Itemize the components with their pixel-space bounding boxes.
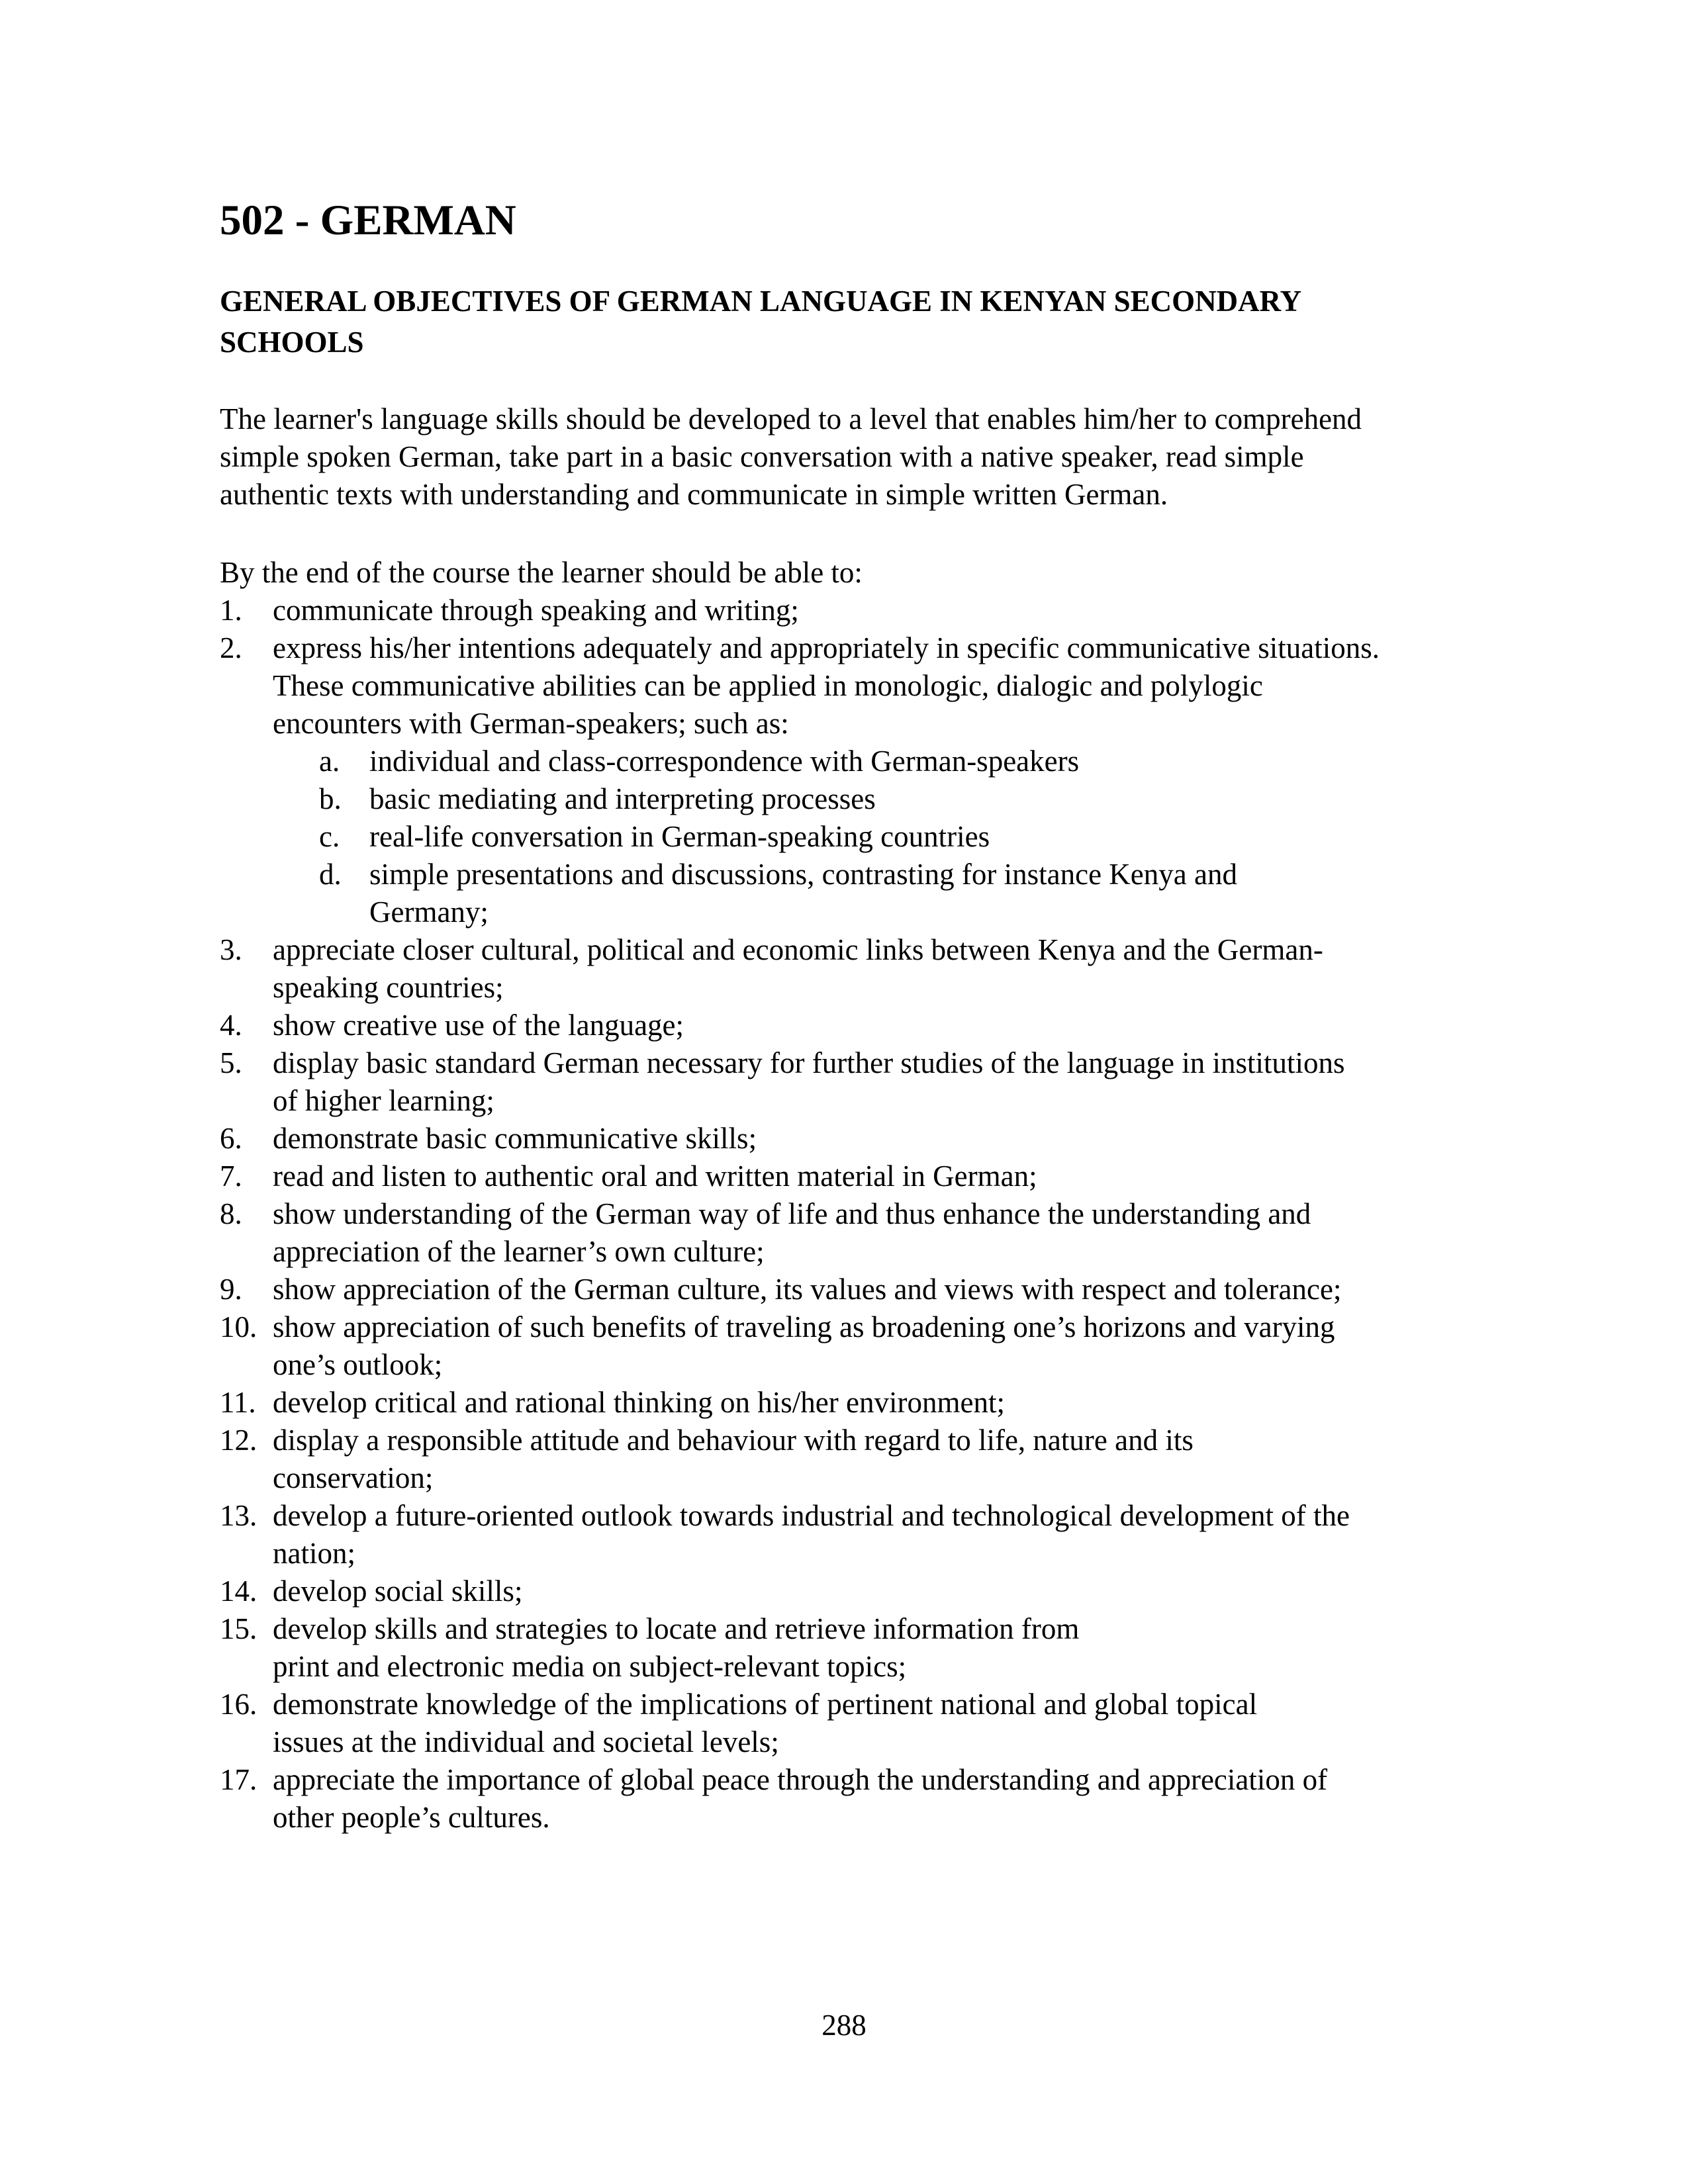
objective-number: 6.	[220, 1122, 242, 1155]
objective-line: develop skills and strategies to locate and retrieve information from	[273, 1612, 1080, 1645]
objective-item	[220, 1158, 1508, 1195]
objective-line: display basic standard German necessary for further studies of the language in institutions	[273, 1046, 1345, 1079]
objective-line: display a responsible attitude and behaviour with regard to life, nature and its	[273, 1424, 1194, 1457]
lead-in-line: By the end of the course the learner should be able to:	[220, 556, 863, 589]
objective-line: communicate through speaking and writing;	[273, 594, 799, 627]
objective-number: 9.	[220, 1273, 242, 1306]
sub-objective-letter: c.	[319, 820, 340, 853]
objective-line: appreciation of the learner’s own culture;	[273, 1235, 765, 1268]
page-title: 502 - GERMAN	[220, 197, 516, 244]
objectives-list	[220, 592, 1508, 1837]
objective-line: These communicative abilities can be applied in monologic, dialogic and polylogic	[273, 669, 1263, 702]
section-heading	[220, 281, 1508, 363]
sub-objective-line: simple presentations and discussions, contrasting for instance Kenya and	[369, 858, 1237, 891]
sub-objective-line: Germany;	[369, 895, 489, 929]
sub-objective-line: real-life conversation in German-speaking countries	[369, 820, 990, 853]
sub-objective-item	[273, 743, 1470, 780]
sub-objective-item	[273, 856, 1470, 931]
sub-objective-item	[273, 818, 1470, 856]
objective-line: appreciate closer cultural, political and economic links between Kenya and the German-	[273, 933, 1323, 966]
objective-number: 1.	[220, 594, 242, 627]
page-number: 288	[821, 2009, 867, 2042]
sub-objective-line: individual and class-correspondence with German-speakers	[369, 745, 1080, 778]
objective-number: 4.	[220, 1009, 242, 1042]
section-heading-line: GENERAL OBJECTIVES OF GERMAN LANGUAGE IN KENYAN SECONDARY	[220, 285, 1302, 318]
objective-number: 17.	[220, 1763, 258, 1796]
objective-item	[220, 1120, 1508, 1158]
objective-item	[220, 629, 1508, 931]
objective-line: print and electronic media on subject-relevant topics;	[273, 1650, 907, 1683]
objective-line: show creative use of the language;	[273, 1009, 684, 1042]
objective-line: nation;	[273, 1537, 355, 1570]
sub-objective-item	[273, 780, 1470, 818]
objective-line: one’s outlook;	[273, 1348, 443, 1381]
sub-objective-line: basic mediating and interpreting processes	[369, 782, 876, 815]
objective-number: 3.	[220, 933, 242, 966]
objective-line: encounters with German-speakers; such as:	[273, 707, 789, 740]
objective-item	[220, 1384, 1508, 1422]
intro-line: authentic texts with understanding and communicate in simple written German.	[220, 478, 1168, 511]
objective-item	[220, 1761, 1508, 1837]
objective-line: develop social skills;	[273, 1574, 523, 1608]
objective-item	[220, 1686, 1508, 1761]
objective-item	[220, 1308, 1508, 1384]
objective-line: speaking countries;	[273, 971, 504, 1004]
objective-item	[220, 931, 1508, 1007]
objective-item	[220, 592, 1508, 629]
objective-number: 5.	[220, 1046, 242, 1079]
intro-line: The learner's language skills should be developed to a level that enables him/her to comprehend	[220, 402, 1362, 435]
objective-number: 8.	[220, 1197, 242, 1230]
objective-number: 14.	[220, 1574, 258, 1608]
sub-objective-letter: b.	[319, 782, 342, 815]
objective-line: demonstrate knowledge of the implications of pertinent national and global topical	[273, 1688, 1258, 1721]
objective-item	[220, 1195, 1508, 1271]
objective-number: 12.	[220, 1424, 258, 1457]
objective-line: develop critical and rational thinking on his/her environment;	[273, 1386, 1005, 1419]
objective-line: show understanding of the German way of life and thus enhance the understanding and	[273, 1197, 1311, 1230]
objective-line: appreciate the importance of global peace through the understanding and appreciation of	[273, 1763, 1328, 1796]
objective-number: 11.	[220, 1386, 256, 1419]
objective-number: 10.	[220, 1310, 258, 1343]
objective-item	[220, 1044, 1508, 1120]
objective-item	[220, 1271, 1508, 1308]
objective-item	[220, 1610, 1508, 1686]
objective-line: issues at the individual and societal levels;	[273, 1725, 779, 1758]
sub-objective-letter: a.	[319, 745, 340, 778]
objective-item	[220, 1497, 1508, 1572]
objective-line: show appreciation of the German culture, its values and views with respect and tolerance;	[273, 1273, 1342, 1306]
objective-number: 15.	[220, 1612, 258, 1645]
section-heading-line: SCHOOLS	[220, 326, 364, 359]
intro-line: simple spoken German, take part in a basic conversation with a native speaker, read simple	[220, 440, 1304, 473]
objective-line: of higher learning;	[273, 1084, 494, 1117]
objective-number: 7.	[220, 1160, 242, 1193]
objective-item	[220, 1422, 1508, 1497]
objective-number: 16.	[220, 1688, 258, 1721]
objective-line: conservation;	[273, 1461, 434, 1494]
objective-line: demonstrate basic communicative skills;	[273, 1122, 757, 1155]
objective-item	[220, 1007, 1508, 1044]
objective-item	[220, 1572, 1508, 1610]
objective-line: develop a future-oriented outlook towards industrial and technological development of the	[273, 1499, 1350, 1532]
objective-number: 13.	[220, 1499, 258, 1532]
objective-number: 2.	[220, 631, 242, 664]
objective-line: show appreciation of such benefits of traveling as broadening one’s horizons and varying	[273, 1310, 1335, 1343]
sub-objective-letter: d.	[319, 858, 342, 891]
objective-line: read and listen to authentic oral and written material in German;	[273, 1160, 1037, 1193]
objective-line: express his/her intentions adequately and appropriately in specific communicative situations.	[273, 631, 1380, 664]
intro-paragraph	[220, 400, 1508, 514]
objective-line: other people’s cultures.	[273, 1801, 550, 1834]
